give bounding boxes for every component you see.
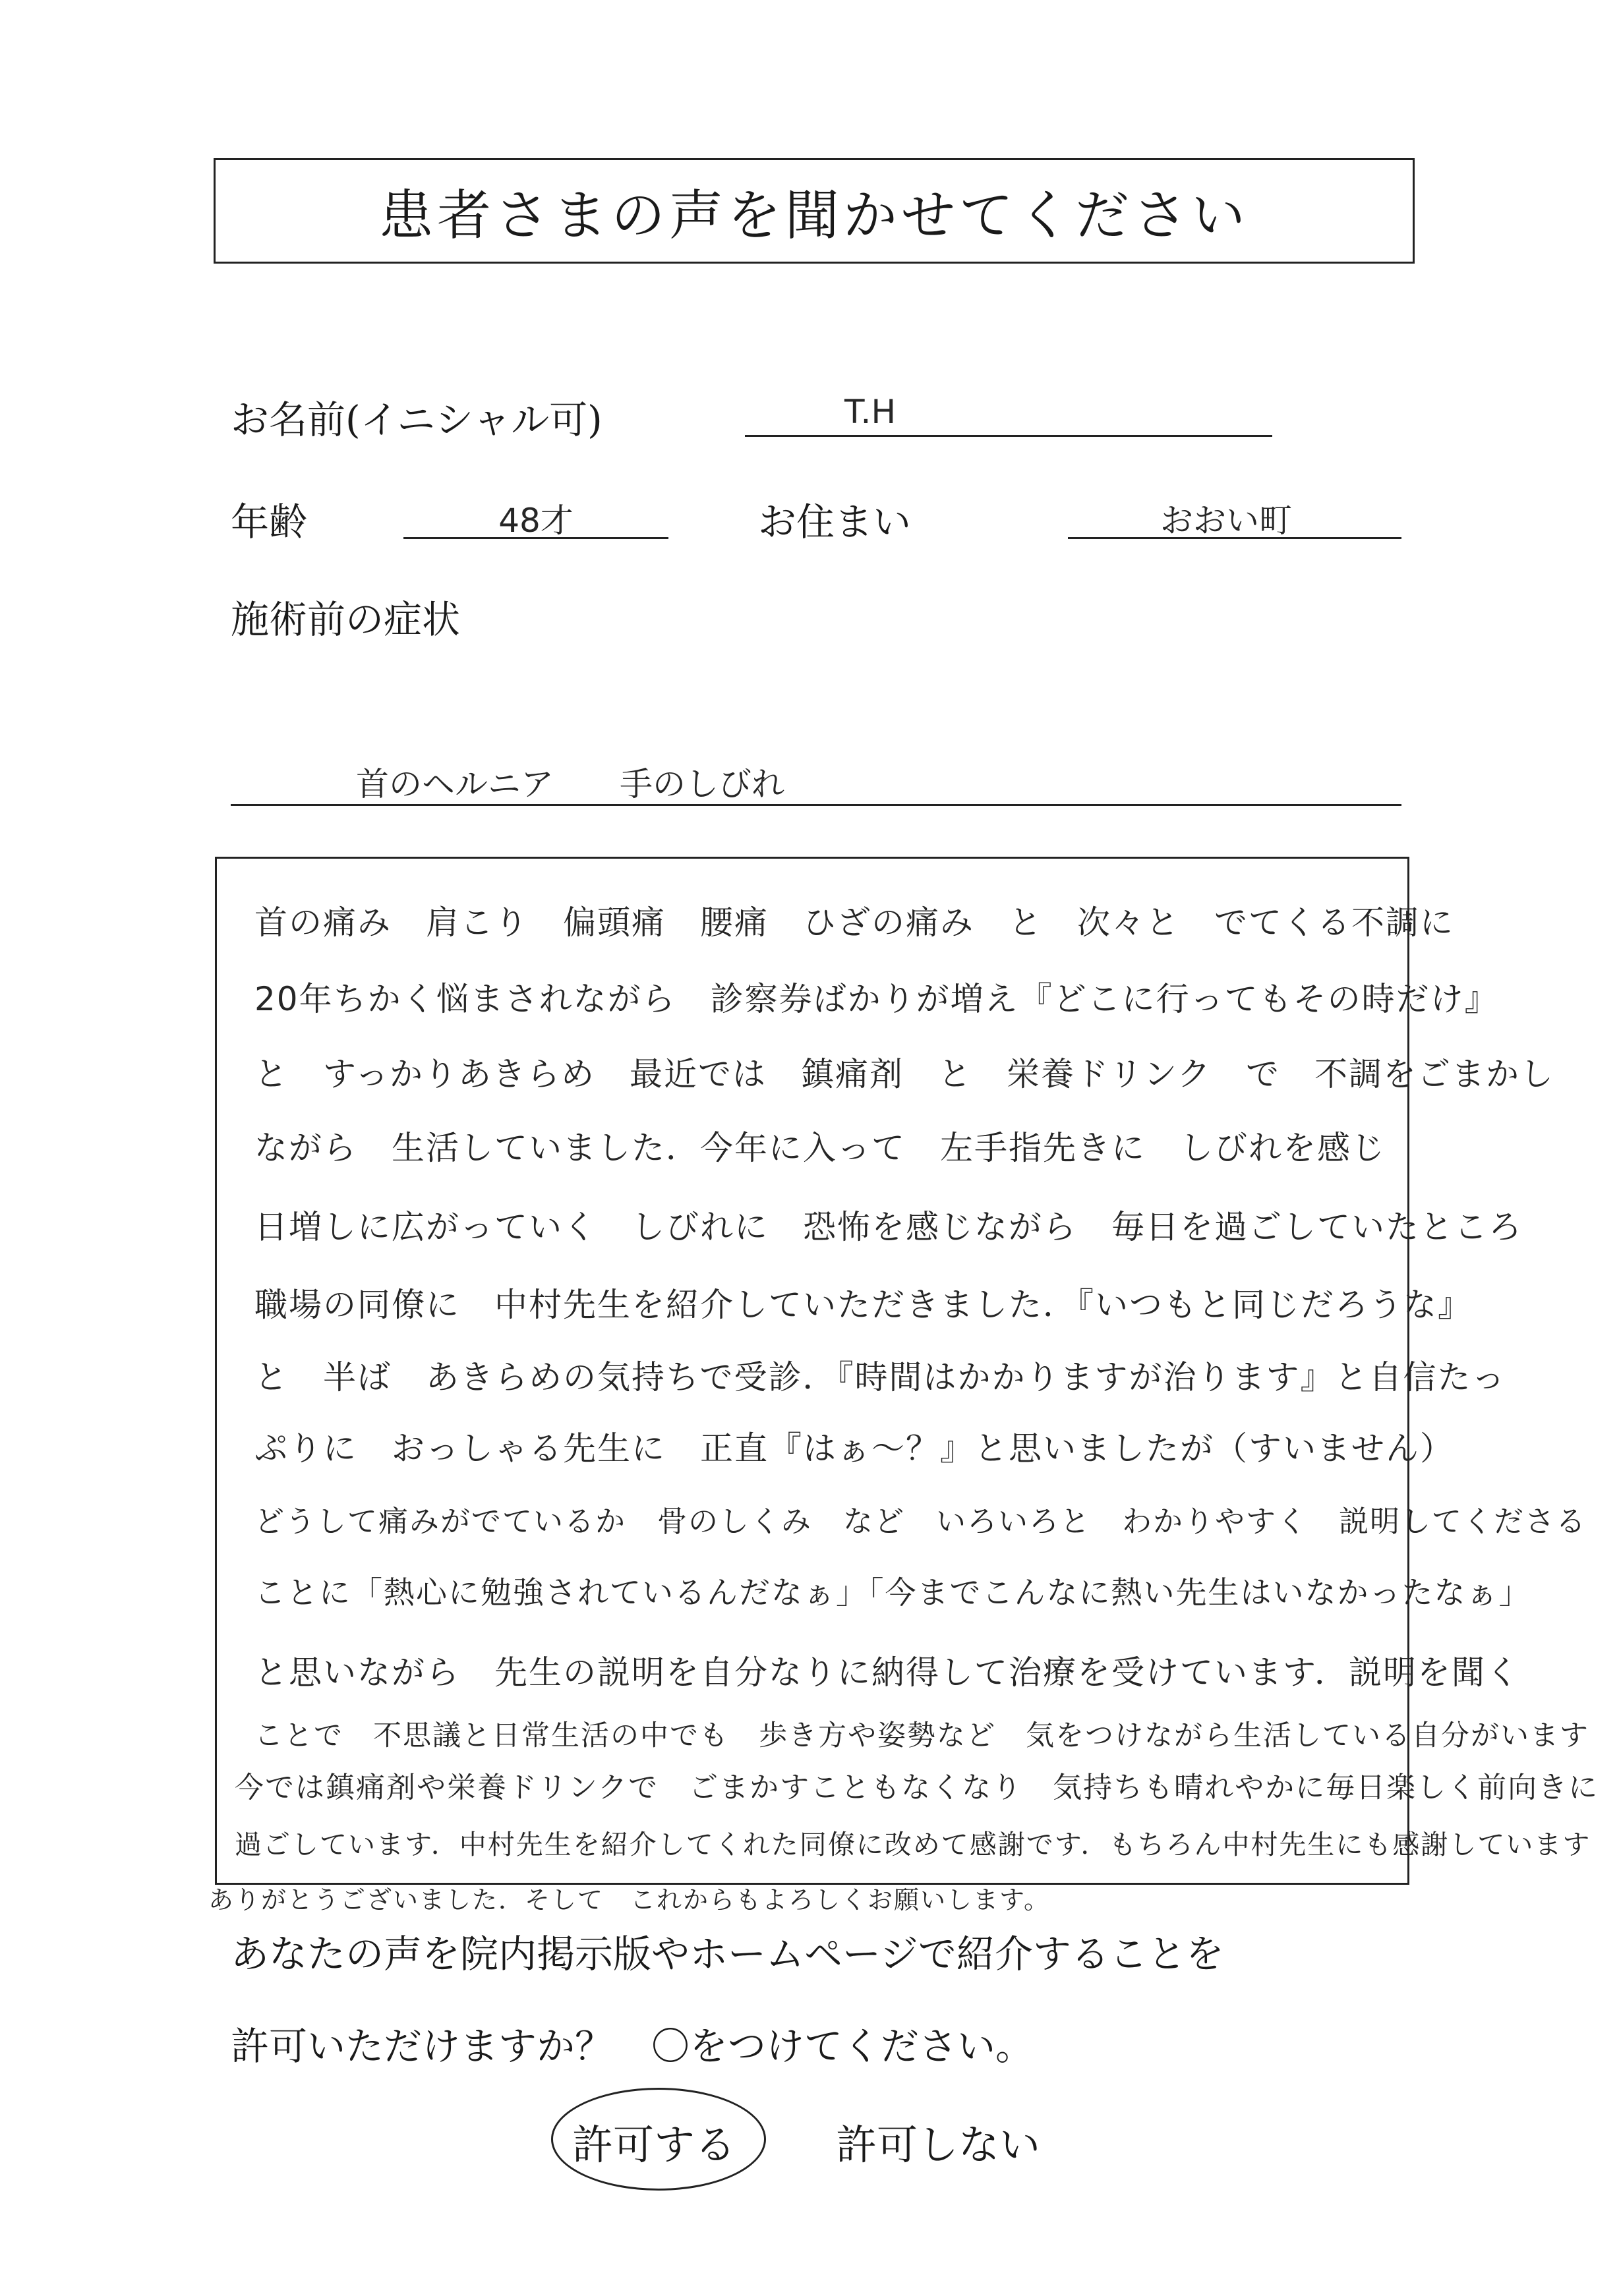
- age-label: 年齢: [231, 500, 308, 544]
- symptoms-label: 施術前の症状: [231, 597, 461, 642]
- comment-line: ことで 不思議と日常生活の中でも 歩き方や姿勢など 気をつけながら生活している自分がいます: [254, 1719, 1589, 1752]
- option-deny[interactable]: 許可しない: [836, 2121, 1041, 2169]
- comment-line: ぷりに おっしゃる先生に 正直『はぁ～？』と思いましたが（すいません）: [254, 1429, 1454, 1468]
- comment-line: 首の痛み 肩こり 偏頭痛 腰痛 ひざの痛み と 次々と でてくる不調に: [254, 904, 1454, 942]
- comment-line: ことに「熱心に勉強されているんだなぁ」「今までこんなに熱い先生はいなかったなぁ」: [254, 1575, 1531, 1611]
- comment-line: どうして痛みがでているか 骨のしくみ など いろいろと わかりやすく 説明してくださる: [254, 1504, 1587, 1539]
- permission-question-line1: あなたの声を院内掲示版やホームページで紹介することを: [231, 1932, 1224, 1976]
- comment-line: 日増しに広がっていく しびれに 恐怖を感じながら 毎日を過ごしていたところ: [254, 1208, 1523, 1246]
- permission-question-line2: 許可いただけますか？ 〇をつけてください。: [231, 2024, 1034, 2069]
- comment-line: 20年ちかく悩まされながら 診察券ばかりが増え『どこに行ってもその時だけ』: [254, 980, 1499, 1018]
- age-value: 48才: [498, 502, 574, 540]
- comment-line: と すっかりあきらめ 最近では 鎮痛剤 と 栄養ドリンク で 不調をごまかし: [254, 1055, 1554, 1093]
- name-value: T.H: [844, 393, 897, 431]
- page-title: 患者さまの声を聞かせてください: [378, 184, 1249, 247]
- address-label: お住まい: [758, 500, 912, 544]
- comment-line: 今では鎮痛剤や栄養ドリンクで ごまかすこともなくなり 気持ちも晴れやかに毎日楽しく前向きに: [235, 1771, 1599, 1804]
- title-box: [214, 158, 1415, 264]
- name-underline: [745, 435, 1272, 437]
- comment-line: 職場の同僚に 中村先生を紹介していただきました．『いつもと同じだろうな』: [254, 1286, 1472, 1324]
- comment-line: と 半ば あきらめの気持ちで受診．『時間はかかりますが治ります』と自信たっ: [254, 1358, 1506, 1396]
- comment-line: ながら 生活していました．今年に入って 左手指先きに しびれを感じ: [254, 1129, 1386, 1167]
- address-value: おおい町: [1160, 502, 1292, 540]
- comment-line: ありがとうございました．そして これからもよろしくお願いします。: [208, 1885, 1050, 1914]
- comment-line: 過ごしています．中村先生を紹介してくれた同僚に改めて感謝です．もちろん中村先生にも感謝しています: [235, 1829, 1591, 1860]
- symptoms-value: 首のヘルニア 手のしびれ: [356, 765, 784, 803]
- comment-line: と思いながら 先生の説明を自分なりに納得して治療を受けています．説明を聞く: [254, 1653, 1520, 1692]
- name-label: お名前(イニシャル可): [231, 397, 603, 442]
- option-allow[interactable]: 許可する: [572, 2121, 736, 2169]
